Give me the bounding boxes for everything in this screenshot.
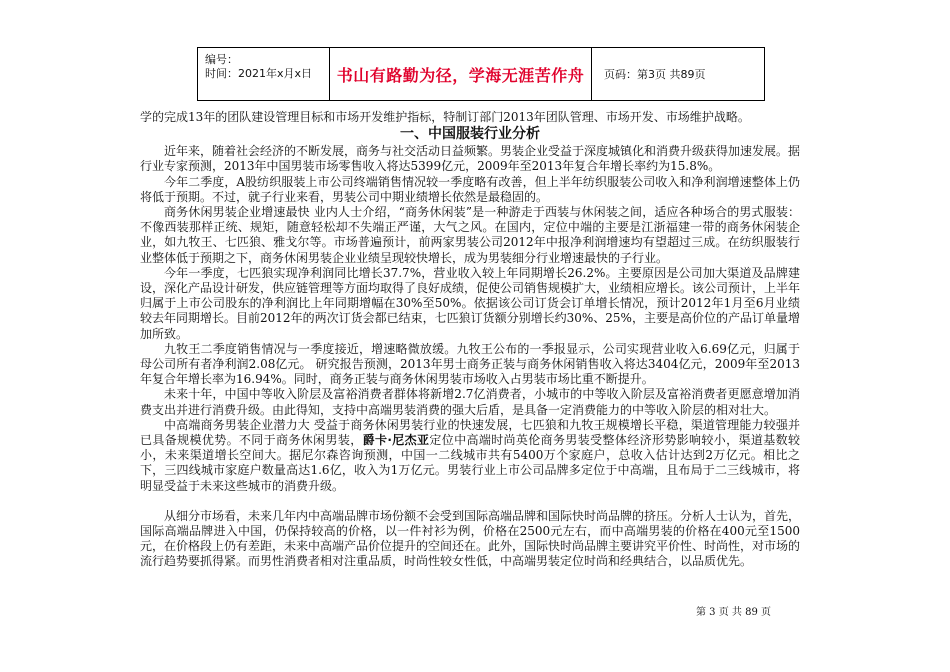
paragraph-1: 近年来，随着社会经济的不断发展，商务与社交活动日益频繁。男装企业受益于深度城镇化和消费升级获得加速发展。据行业专家预测，2013年中国男装市场零售收入将达5399亿元，2009年至2013年复合年增长率约为15.8%。	[140, 144, 801, 174]
header-page-label: 页码：第3页 共89页	[604, 68, 706, 81]
header-motto: 书山有路勤为径，学海无涯苦作舟	[330, 48, 592, 100]
brand-name: 爵卡·尼杰亚	[362, 433, 430, 448]
paragraph-8: 从细分市场看，未来几年内中高端品牌市场份额不会受到国际高端品牌和国际快时尚品牌的挤压。分析人士认为，首先，国际高端品牌进入中国，仍保持较高的价格，以一件衬衫为例，价格在2500元左右，而中高端男装的价格在400元至1500元，在价格段上仍有差距，未来中高端产品价位提升的空间还在。此外，国际快时尚品牌主要讲究平价性、时尚性，对市场的流行趋势要抓得紧。而男性消费者相对注重品质，时尚性较女性低，中高端男装定位时尚和经典结合，以品质优先。	[140, 508, 801, 569]
paragraph-intro: 学的完成13年的团队建设管理目标和市场开发维护指标，特制订部门2013年团队管理、市场开发、市场维护战略。	[140, 110, 750, 124]
paragraph-5: 九牧王二季度销售情况与一季度接近，增速略微放缓。九牧王公布的一季报显示，公司实现营业收入6.69亿元，归属于母公司所有者净利润2.08亿元。 研究报告预测，2013年男士商务正装与商务休闲销售收入将达3404亿元，2009年至2013年复合年增长率为16.94%。同时，商务正装与商务休闲男装市场收入占男装市场比重不断提升。	[140, 341, 800, 387]
time-label: 时间：2021年x月x日	[205, 67, 313, 80]
paragraph-4: 今年一季度，七匹狼实现净利润同比增长37.7%，营业收入较上年同期增长26.2%。主要原因是公司加大渠道及品牌建设，深化产品设计研发，供应链管理等方面均取得了良好成绩，促使公司销售规模扩大，业绩相应增长。该公司预计，上半年归属于上市公司股东的净利润比上年同期增幅在30%至50%。依据该公司订货会订单增长情况，预计2012年1月至6月业绩较去年同期增长。目前2012年的两次订货会都已结束，七匹狼订货额分别增长约30%、25%，主要是高价位的产品订单量增加所致。	[140, 265, 801, 341]
header-meta-cell	[198, 48, 330, 100]
section-title: 一、中国服装行业分析	[400, 126, 540, 143]
paragraph-2: 今年二季度，A股纺织服装上市公司终端销售情况较一季度略有改善，但上半年纺织服装公司收入和净利润增速整体上仍将低于预期。不过，就子行业来看，男装公司中期业绩增长依然是最稳固的。	[140, 174, 800, 204]
paragraph-7	[140, 418, 800, 494]
number-label: 编号：	[205, 53, 238, 66]
paragraph-6: 未来十年，中国中等收入阶层及富裕消费者群体将新增2.7亿消费者，小城市的中等收入阶层及富裕消费者更愿意增加消费支出并进行消费升级。由此得知，支持中高端男装消费的强大后盾，是具备一定消费能力的中等收入阶层的相对壮大。	[140, 387, 800, 417]
document-header	[197, 47, 765, 101]
paragraph-7-part-a: 中高端商务男装企业潜力大 受益于商务休闲男装行业的快速发展，七匹狼和九牧王规模增长平稳，渠道管理能力较强并已具备规模优势。不同于商务休闲男装，	[140, 417, 800, 448]
paragraph-3: 商务休闲男装企业增速最快 业内人士介绍，“商务休闲装”是一种游走于西装与休闲装之间，适应各种场合的男式服装：不像西装那样正统、规矩，随意轻松却不失端正严谨，大气之风。在国内，定位中端的主要是江浙福建一带的商务休闲装企业，如九牧王、七匹狼、雅戈尔等。市场普遍预计，前两家男装公司2012年中报净利润增速均有望超过三成。在纺织服装行业整体低于预期之下，商务休闲男装企业业绩呈现较快增长，成为男装细分行业增速最快的子行业。	[140, 205, 800, 265]
paragraph-gap	[140, 494, 800, 509]
document-body	[140, 110, 800, 570]
page-footer: 第 3 页 共 89 页	[696, 607, 771, 618]
paragraph-7-part-b: 定位中高端时尚英伦商务男装受整体经济形势影响较小，渠道基数较小，未来渠道增长空间大。据尼尔森咨询预测，中国一二线城市共有5400万个家庭户，总收入估计达到2万亿元。相比之下，三四线城市家庭户数量高达1.6亿，收入为1万亿元。男装行业上市公司品牌多定位于中高端，且布局于二三线城市，将明显受益于未来这些城市的消费升级。	[140, 433, 800, 493]
